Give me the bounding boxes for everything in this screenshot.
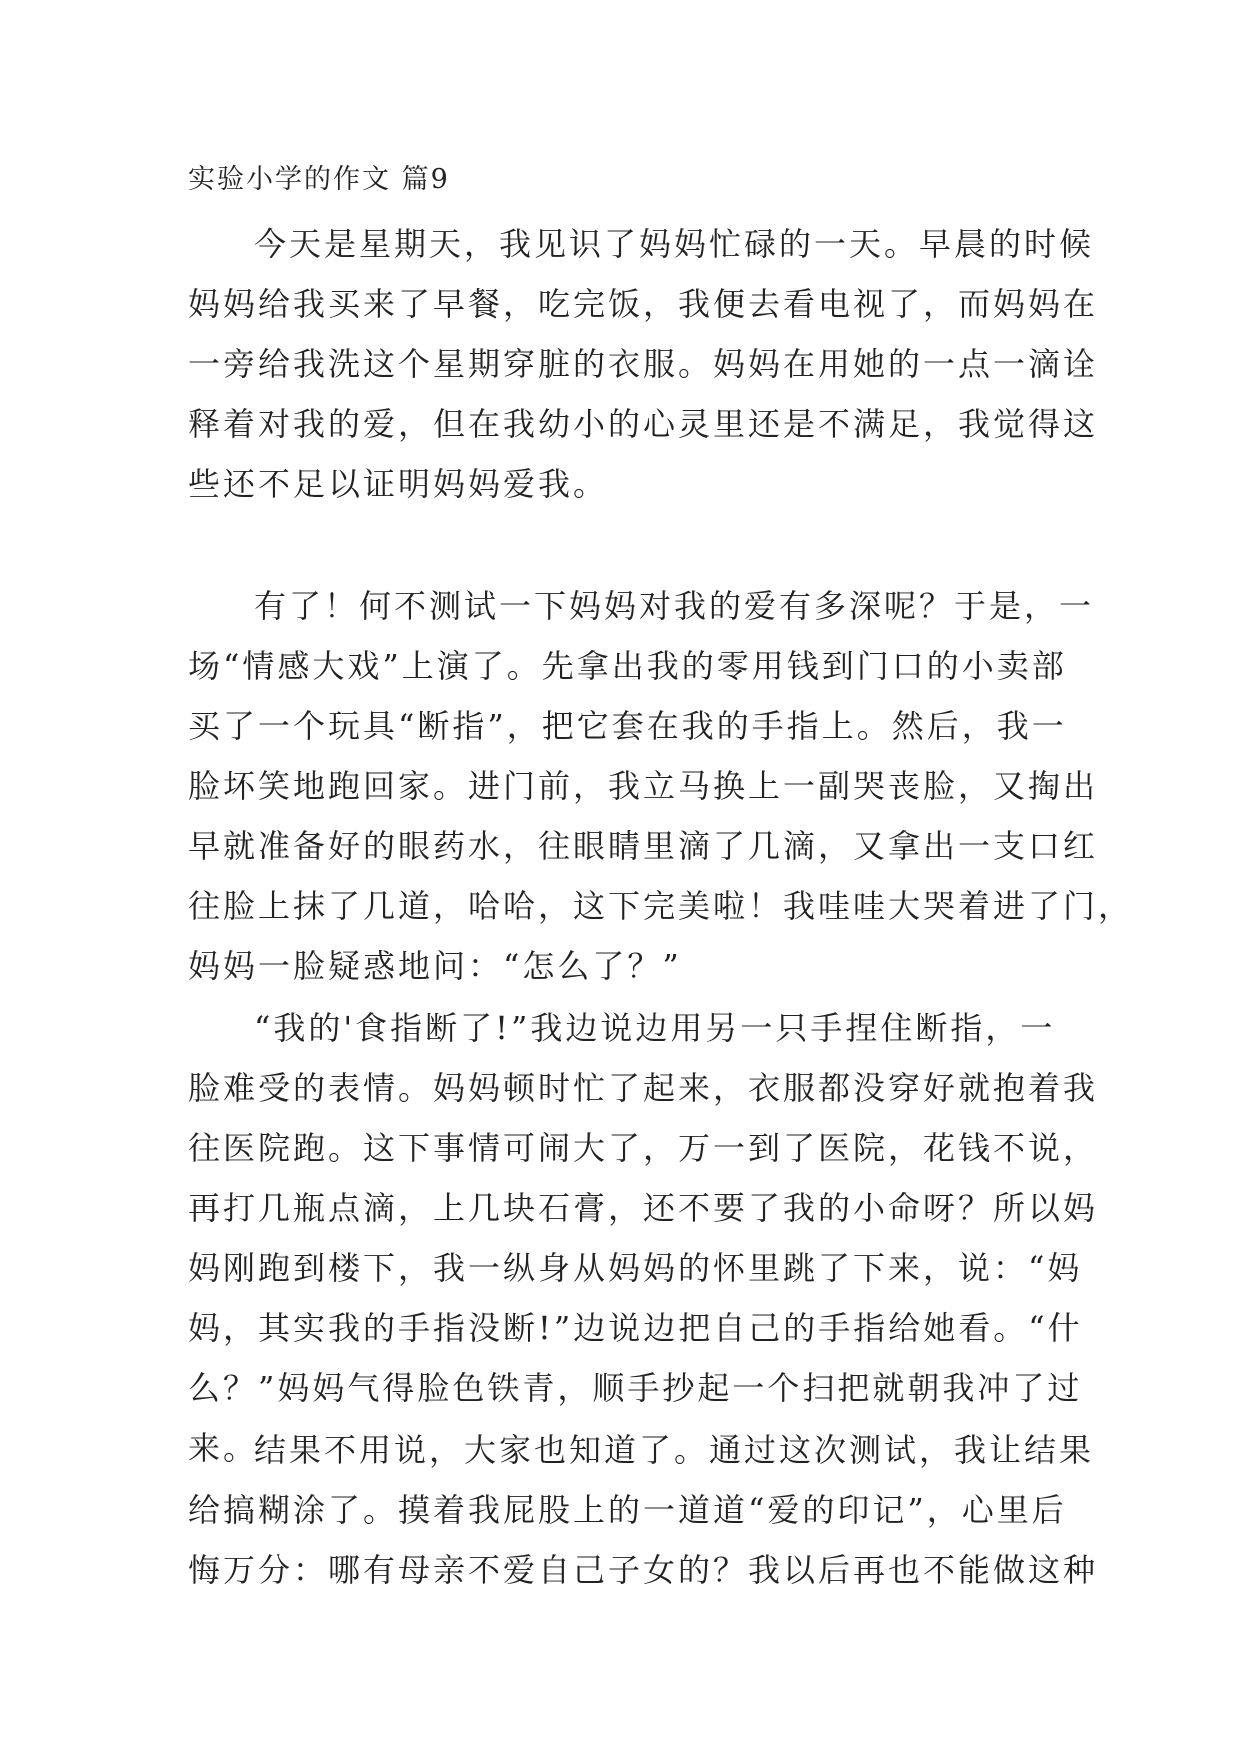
text-line: 一旁给我洗这个星期穿脏的衣服。妈妈在用她的一点一滴诠 [188, 345, 1099, 383]
text-line: 脸难受的表情。妈妈顿时忙了起来，衣服都没穿好就抱着我 [188, 1069, 1099, 1107]
paragraph-4 [188, 1420, 1099, 1600]
text-line: 妈，其实我的手指没断!”边说边把自己的手指给她看。“什 [188, 1309, 1083, 1347]
text-line: 些还不足以证明妈妈爱我。 [188, 465, 609, 503]
text-line: 脸坏笑地跑回家。进门前，我立马换上一副哭丧脸，又掏出 [188, 767, 1099, 805]
text-line: 妈刚跑到楼下，我一纵身从妈妈的怀里跳了下来，说：“妈 [188, 1249, 1083, 1287]
text-line: 今天是星期天，我见识了妈妈忙碌的一天。早晨的时候 [254, 225, 1095, 263]
paragraph-2 [188, 576, 1134, 996]
text-line: 场“情感大戏”上演了。先拿出我的零用钱到门口的小卖部 [188, 647, 1067, 685]
text-line: “我的'食指断了!”我边说边用另一只手捏住断指，一 [254, 1009, 1056, 1047]
text-line: 妈妈给我买来了早餐，吃完饭，我便去看电视了，而妈妈在 [188, 285, 1099, 323]
text-line: 往医院跑。这下事情可闹大了，万一到了医院，花钱不说， [188, 1129, 1099, 1167]
text-line: 结果不用说，大家也知道了。通过这次测试，我让结果 [254, 1431, 1095, 1469]
text-line: 有了！何不测试一下妈妈对我的爱有多深呢？于是，一 [254, 587, 1095, 625]
text-line: 来。 [188, 1429, 259, 1467]
text-line: 悔万分：哪有母亲不爱自己子女的？我以后再也不能做这种 [188, 1551, 1099, 1589]
document-title: 实验小学的作文 篇9 [188, 164, 450, 195]
text-line: 再打几瓶点滴，上几块石膏，还不要了我的小命呀？所以妈 [188, 1189, 1099, 1227]
paragraph-1 [188, 214, 1099, 514]
text-line: 往脸上抹了几道，哈哈，这下完美啦！我哇哇大哭着进了门， [188, 887, 1134, 925]
text-line: 给搞糊涂了。摸着我屁股上的一道道“爱的印记”，心里后 [188, 1491, 1067, 1529]
text-line: 早就准备好的眼药水，往眼睛里滴了几滴，又拿出一支口红 [188, 827, 1099, 865]
paragraph-3 [188, 998, 1099, 1478]
text-line: 么？”妈妈气得脸色铁青，顺手抄起一个扫把就朝我冲了过 [188, 1369, 1083, 1407]
text-line: 妈妈一脸疑惑地问：“怎么了？” [188, 947, 682, 985]
text-line: 买了一个玩具“断指”，把它套在我的手指上。然后，我一 [188, 707, 1067, 745]
text-line: 释着对我的爱，但在我幼小的心灵里还是不满足，我觉得这 [188, 405, 1099, 443]
